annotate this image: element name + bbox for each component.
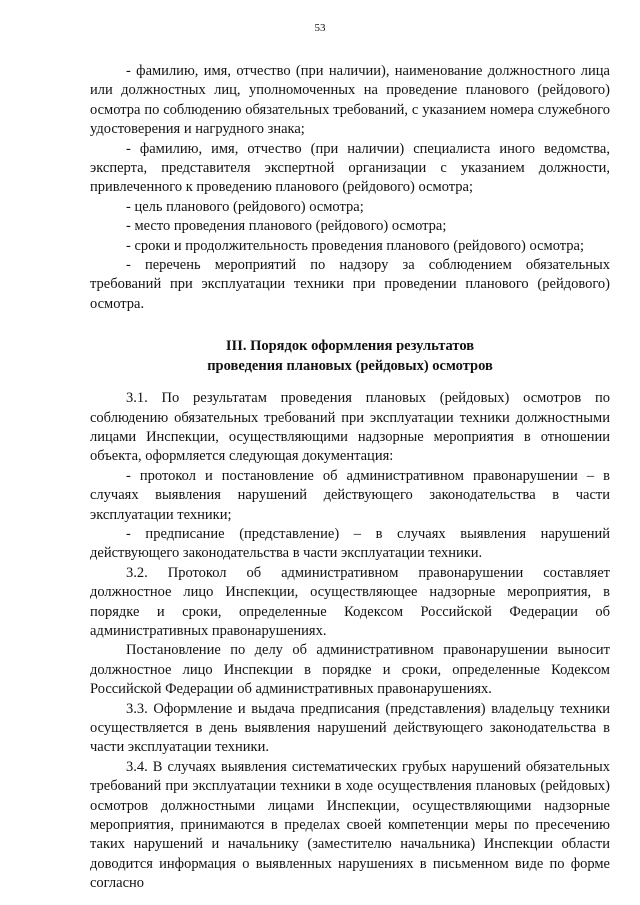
paragraph-3-4: 3.4. В случаях выявления систематических грубых нарушений обязательных требований при эксплуатации техники в ходе осуществления плановых (рейдовых) осмотров должностными лицами Инспекции, осуществляющими надзорные мероприятия, принимаются в пределах своей компетенции меры по пресечению таких нарушений и начальнику (заместителю начальника) Инспекции области доводится информация о выявленных нарушениях в письменном виде по форме согласно [90,758,610,892]
section-title-line-2: проведения плановых (рейдовых) осмотров [207,357,493,374]
list-item: - фамилию, имя, отчество (при наличии), наименование должностного лица или должностных лиц, уполномоченных на проведение планового (рейдового) осмотра по соблюдению обязательных требований, с указанием номера служебного удостоверения и нагрудного знака; [90,63,610,138]
list-item: - протокол и постановление об административном правонарушении – в случаях выявления нарушений действующего законодательства в части эксплуатации техники; [90,467,610,523]
paragraph: Постановление по делу об административном правонарушении выносит должностное лицо Инспекции в порядке и сроки, определенные Кодексом Российской Федерации об административных правонарушениях. [90,642,610,698]
paragraph-3-1: 3.1. По результатам проведения плановых (рейдовых) осмотров по соблюдению обязательных требований при эксплуатации техники должностными лицами Инспекции, осуществляющими надзорные мероприятия в отношении объекта, оформляется следующая документация: [90,390,610,465]
list-item: - место проведения планового (рейдового) осмотра; [126,218,447,235]
list-item: - цель планового (рейдового) осмотра; [126,198,364,215]
section-title-line-1: III. Порядок оформления результатов [225,338,475,355]
paragraph-3-3: 3.3. Оформление и выдача предписания (представления) владельцу техники осуществляется в день выявления нарушений действующего законодательства в части эксплуатации техники. [90,700,610,756]
list-item: - предписание (представление) – в случаях выявления нарушений действующего законодательства в части эксплуатации техники. [90,525,610,562]
section-heading [90,337,610,376]
paragraph-3-2: 3.2. Протокол об административном правонарушении составляет должностное лицо Инспекции, осуществляющее надзорные мероприятия, в порядке и сроки, определенные Кодексом Российской Федерации об административных правонарушениях. [90,564,610,639]
page-number: 53 [314,22,326,34]
list-item: - перечень мероприятий по надзору за соблюдением обязательных требований при эксплуатации техники при проведении планового (рейдового) осмотра. [90,257,610,312]
list-item: - сроки и продолжительность проведения планового (рейдового) осмотра; [126,237,584,254]
list-item: - фамилию, имя, отчество (при наличии) специалиста иного ведомства, эксперта, представителя экспертной организации с указанием должности, привлеченного к проведению планового (рейдового) осмотра; [90,140,610,196]
document-body [90,62,610,894]
